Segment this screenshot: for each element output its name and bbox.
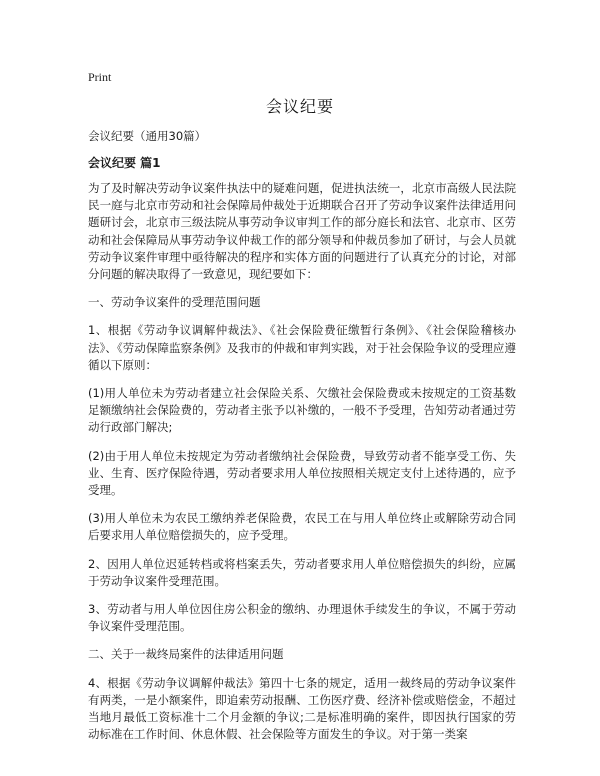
paragraph-item-2: 2、因用人单位迟延转档或将档案丢失，劳动者要求用人单位赔偿损失的纠纷，应属于劳动争议案件受理范围。 — [88, 556, 516, 588]
paragraph-subitem-3: (3)用人单位未为农民工缴纳养老保险费，农民工在与用人单位终止或解除劳动合同后要求用人单位赔偿损失的，应予受理。 — [88, 511, 516, 543]
page-title: 会议纪要 — [265, 97, 334, 116]
paragraph-subitem-1: (1)用人单位未为劳动者建立社会保险关系、欠缴社会保险费或未按规定的工资基数足额缴纳社会保险费的，劳动者主张予以补缴的，一般不予受理，告知劳动者通过劳动行政部门解决; — [88, 386, 516, 435]
paragraph-item-3: 3、劳动者与用人单位因住房公积金的缴纳、办理退休手续发生的争议，不属于劳动争议案件受理范围。 — [88, 602, 516, 634]
document-body — [88, 128, 516, 754]
print-label: Print — [88, 70, 112, 84]
paragraph-intro: 为了及时解决劳动争议案件执法中的疑难问题，促进执法统一，北京市高级人民法院民一庭与北京市劳动和社会保障局仲裁处于近期联合召开了劳动争议案件法律适用问题研讨会，北京市三级法院从事劳动争议审判工作的部分庭长和法官、北京市、区劳动和社会保障局从事劳动争议仲裁工作的部分领导和仲裁员参加了研讨，与会人员就劳动争议案件审理中亟待解决的程序和实体方面的问题进行了认真充分的讨论，对部分问题的解决取得了一致意见，现纪要如下： — [88, 181, 516, 282]
paragraph-heading-2: 二、关于一裁终局案件的法律适用问题 — [88, 647, 284, 662]
document-subtitle: 会议纪要（通用30篇） — [88, 129, 207, 143]
paragraph-item-1: 1、根据《劳动争议调解仲裁法》、《社会保险费征缴暂行条例》、《社会保险稽核办法》、《劳动保障监察条例》及我市的仲裁和审判实践，对于社会保险争议的受理应遵循以下原则： — [88, 323, 516, 372]
section-heading: 会议纪要 篇1 — [88, 156, 161, 170]
paragraph-heading-1: 一、劳动争议案件的受理范围问题 — [88, 295, 261, 310]
paragraph-subitem-2: (2)由于用人单位未按规定为劳动者缴纳社会保险费，导致劳动者不能享受工伤、失业、生育、医疗保险待遇，劳动者要求用人单位按照相关规定支付上述待遇的，应予受理。 — [88, 448, 516, 498]
paragraph-item-4: 4、根据《劳动争议调解仲裁法》第四十七条的规定，适用一裁终局的劳动争议案件有两类，一是小额案件，即追索劳动报酬、工伤医疗费、经济补偿或赔偿金，不超过当地月最低工资标准十二个月金额的争议;二是标准明确的案件，即因执行国家的劳动标准在工作时间、休息休假、社会保险等方面发生的争议。对于第一类案 — [88, 675, 516, 742]
